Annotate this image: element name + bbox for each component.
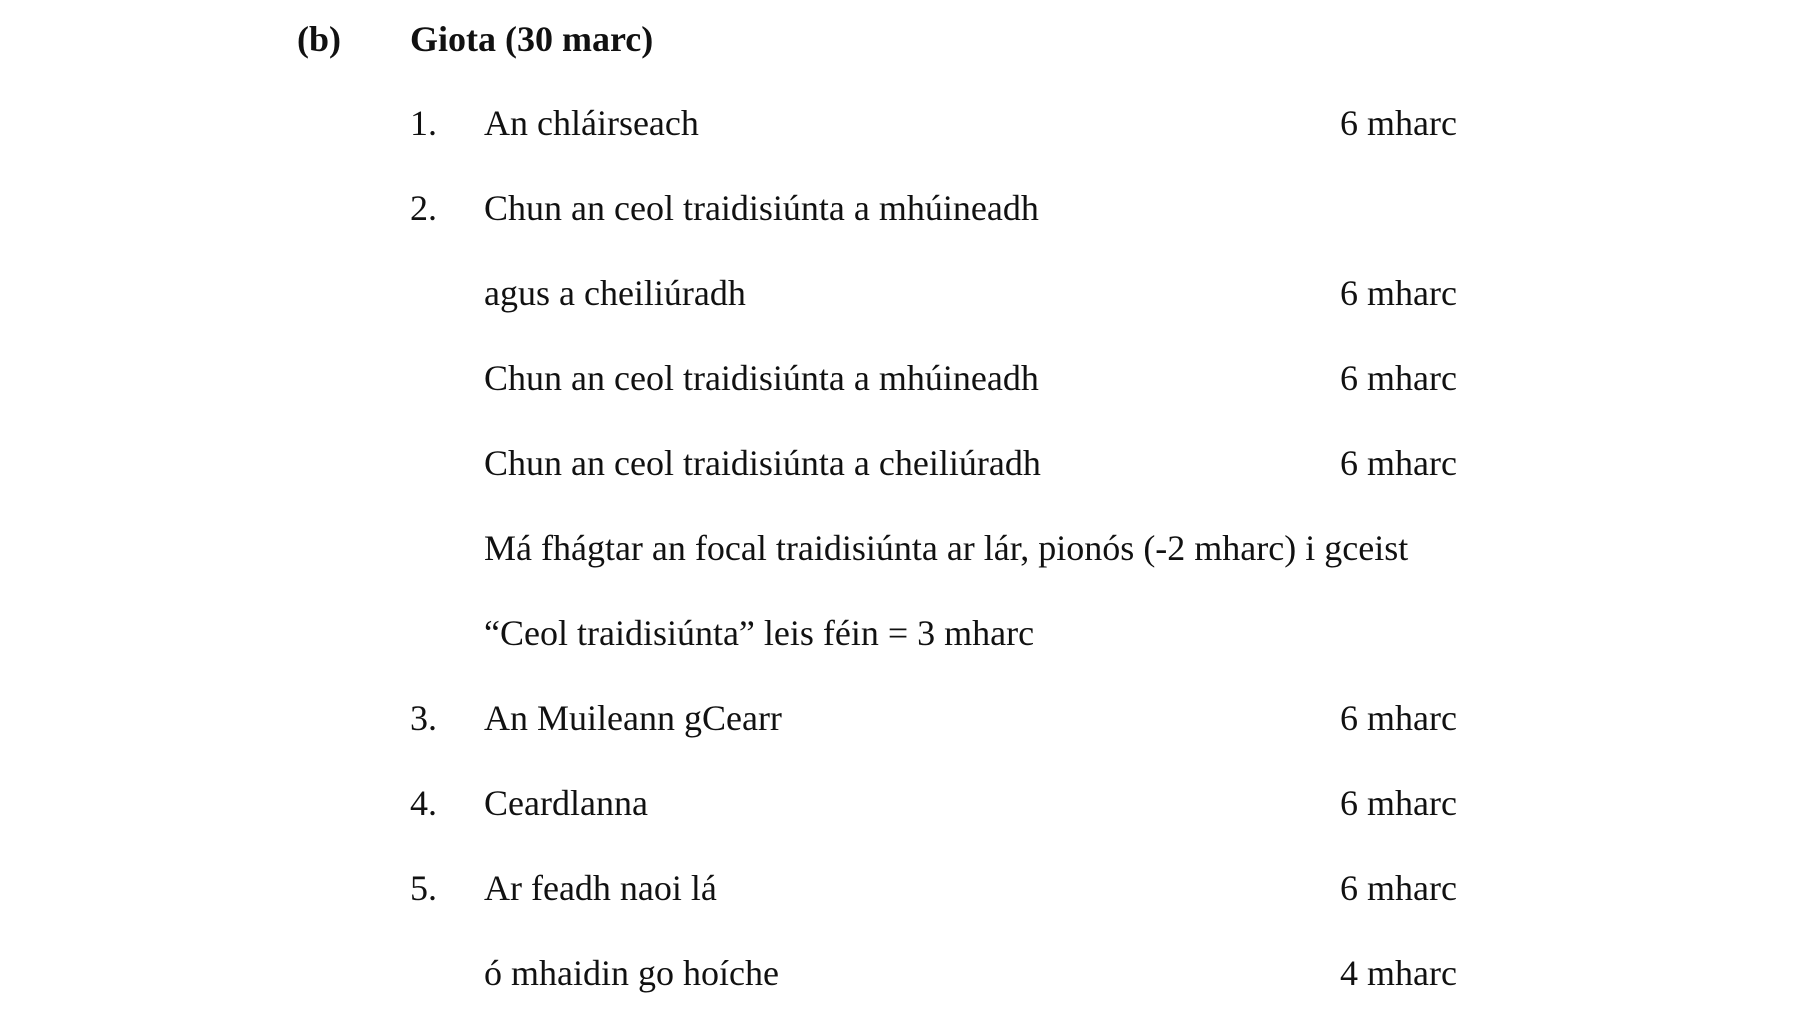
item-text: An chláirseach (484, 103, 699, 143)
item-text: Chun an ceol traidisiúnta a mhúineadh (484, 358, 1039, 398)
list-item (0, 952, 1818, 994)
item-text: Chun an ceol traidisiúnta a mhúineadh (484, 188, 1039, 228)
list-item (0, 102, 1818, 144)
list-item (0, 272, 1818, 314)
item-text: Ar feadh naoi lá (484, 868, 717, 908)
item-marks: 6 mharc (1340, 783, 1457, 823)
item-number: 1. (410, 103, 437, 143)
item-marks: 6 mharc (1340, 273, 1457, 313)
item-text: Má fhágtar an focal traidisiúnta ar lár, pionós (-2 mharc) i gceist (484, 528, 1409, 568)
item-text: An Muileann gCearr (484, 698, 782, 738)
item-marks: 4 mharc (1340, 953, 1457, 993)
item-text: ó mhaidin go hoíche (484, 953, 779, 993)
list-item (0, 612, 1818, 654)
item-marks: 6 mharc (1340, 103, 1457, 143)
item-marks: 6 mharc (1340, 698, 1457, 738)
item-marks: 6 mharc (1340, 868, 1457, 908)
list-item (0, 357, 1818, 399)
list-item (0, 187, 1818, 229)
item-marks: 6 mharc (1340, 358, 1457, 398)
list-item (0, 782, 1818, 824)
item-text: agus a cheiliúradh (484, 273, 746, 313)
item-text: “Ceol traidisiúnta” leis féin = 3 mharc (484, 613, 1035, 653)
list-item (0, 697, 1818, 739)
section-title: Giota (30 marc) (410, 19, 654, 59)
item-marks: 6 mharc (1340, 443, 1457, 483)
item-number: 3. (410, 698, 437, 738)
item-number: 5. (410, 868, 437, 908)
list-item (0, 867, 1818, 909)
item-text: Ceardlanna (484, 783, 648, 823)
list-item (0, 527, 1818, 569)
list-item (0, 442, 1818, 484)
section-label: (b) (297, 19, 341, 59)
item-number: 2. (410, 188, 437, 228)
item-number: 4. (410, 783, 437, 823)
item-text: Chun an ceol traidisiúnta a cheiliúradh (484, 443, 1041, 483)
